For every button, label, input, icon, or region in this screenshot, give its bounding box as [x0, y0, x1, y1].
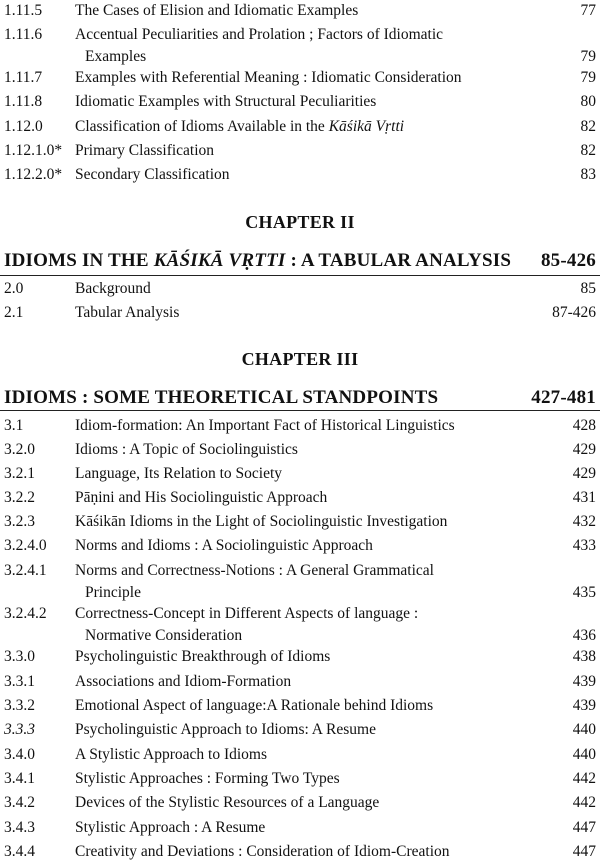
entry-page: 439: [572, 697, 596, 714]
entry-title: Norms and Correctness-Notions : A General Grammatical Principle: [75, 562, 434, 601]
entry-page: 77: [580, 2, 596, 19]
entry-number: 3.2.0: [4, 441, 35, 458]
chapter-heading: CHAPTER III: [241, 349, 359, 369]
entry-page: 436: [572, 627, 596, 644]
section-pages: 85-426: [540, 250, 596, 271]
entry-title: Norms and Idioms : A Sociolinguistic Approach: [75, 537, 373, 554]
entry-page: 442: [572, 770, 596, 787]
entry-number: 3.2.4.2: [4, 605, 47, 622]
entry-page: 83: [580, 166, 596, 183]
entry-title: Primary Classification: [75, 142, 215, 159]
entry-title: Language, Its Relation to Society: [75, 465, 283, 482]
entry-page: 79: [580, 69, 596, 86]
entry-number: 3.2.2: [4, 489, 35, 506]
entry-number: 2.0: [4, 280, 24, 297]
entry-page: 432: [572, 513, 596, 530]
entry-title: Psycholinguistic Approach to Idioms: A Resume: [75, 721, 376, 738]
entry-title: Idiom-formation: An Important Fact of Historical Linguistics: [75, 417, 455, 434]
entry-title: Kāśikān Idioms in the Light of Sociolinguistic Investigation: [75, 513, 448, 530]
entry-title: Classification of Idioms Available in the Kāśikā Vṛtti: [75, 118, 405, 135]
entry-page: 79: [580, 48, 596, 65]
entry-number: 1.12.2.0*: [4, 166, 63, 183]
entry-title: A Stylistic Approach to Idioms: [75, 746, 268, 763]
entry-number: 3.2.4.1: [4, 562, 47, 579]
entry-title: Tabular Analysis: [75, 304, 180, 321]
entry-page: 439: [572, 673, 596, 690]
entry-title: Associations and Idiom-Formation: [75, 673, 292, 690]
divider: [0, 410, 600, 411]
entry-page: 429: [572, 441, 596, 458]
entry-number: 3.3.3: [4, 721, 35, 738]
entry-number: 3.1: [4, 417, 24, 434]
section-pages: 427-481: [531, 387, 596, 408]
entry-number: 3.4.3: [4, 819, 35, 836]
entry-page: 82: [580, 118, 596, 135]
entry-title: Secondary Classification: [75, 166, 230, 183]
entry-page: 429: [572, 465, 596, 482]
entry-title: Examples with Referential Meaning : Idiomatic Consideration: [75, 69, 462, 86]
chapter-heading: CHAPTER II: [245, 212, 355, 232]
entry-title: Psycholinguistic Breakthrough of Idioms: [75, 648, 331, 665]
entry-page: 447: [572, 843, 596, 860]
entry-number: 3.4.4: [4, 843, 35, 860]
entry-page: 80: [580, 93, 596, 110]
entry-title: Correctness-Concept in Different Aspects of language : Normative Consideration: [75, 605, 419, 644]
entry-number: 3.2.4.0: [4, 537, 47, 554]
entry-page: 431: [572, 489, 596, 506]
entry-page: 85: [580, 280, 596, 297]
entry-number: 3.4.2: [4, 794, 35, 811]
entry-page: 440: [572, 746, 596, 763]
entry-page: 433: [572, 537, 596, 554]
entry-number: 1.11.5: [4, 2, 43, 19]
section-title: IDIOMS IN THE KĀŚIKĀ VṚTTI : A TABULAR ANALYSIS: [4, 250, 512, 271]
entry-number: 3.3.0: [4, 648, 35, 665]
entry-number: 3.4.0: [4, 746, 35, 763]
entry-page: 87-426: [552, 304, 596, 321]
entry-page: 442: [572, 794, 596, 811]
entry-title: Background: [75, 280, 151, 297]
entry-page: 440: [572, 721, 596, 738]
entry-number: 1.12.0: [4, 118, 43, 135]
entry-page: 428: [572, 417, 596, 434]
entry-number: 3.4.1: [4, 770, 35, 787]
entry-title: Idioms : A Topic of Sociolinguistics: [75, 441, 298, 458]
entry-title: Accentual Peculiarities and Prolation ; Factors of Idiomatic Examples: [75, 26, 444, 65]
entry-number: 3.3.1: [4, 673, 35, 690]
entry-title: Creativity and Deviations : Consideration of Idiom-Creation: [75, 843, 450, 860]
divider: [0, 275, 600, 276]
section-title: IDIOMS : SOME THEORETICAL STANDPOINTS: [4, 387, 439, 408]
entry-page: 447: [572, 819, 596, 836]
entry-number: 1.11.7: [4, 69, 43, 86]
entry-title: Pāṇini and His Sociolinguistic Approach: [75, 489, 328, 506]
entry-title: Stylistic Approaches : Forming Two Types: [75, 770, 340, 787]
entry-title: Devices of the Stylistic Resources of a Language: [75, 794, 380, 811]
entry-number: 1.11.6: [4, 26, 43, 43]
entry-page: 435: [572, 584, 596, 601]
entry-number: 1.11.8: [4, 93, 43, 110]
entry-number: 3.2.1: [4, 465, 35, 482]
entry-page: 438: [572, 648, 596, 665]
entry-number: 3.2.3: [4, 513, 35, 530]
entry-number: 1.12.1.0*: [4, 142, 63, 159]
entry-page: 82: [580, 142, 596, 159]
entry-title: Stylistic Approach : A Resume: [75, 819, 266, 836]
entry-number: 2.1: [4, 304, 24, 321]
entry-title: The Cases of Elision and Idiomatic Examples: [75, 2, 359, 19]
entry-title: Emotional Aspect of language:A Rationale behind Idioms: [75, 697, 434, 714]
entry-number: 3.3.2: [4, 697, 35, 714]
entry-title: Idiomatic Examples with Structural Peculiarities: [75, 93, 377, 110]
